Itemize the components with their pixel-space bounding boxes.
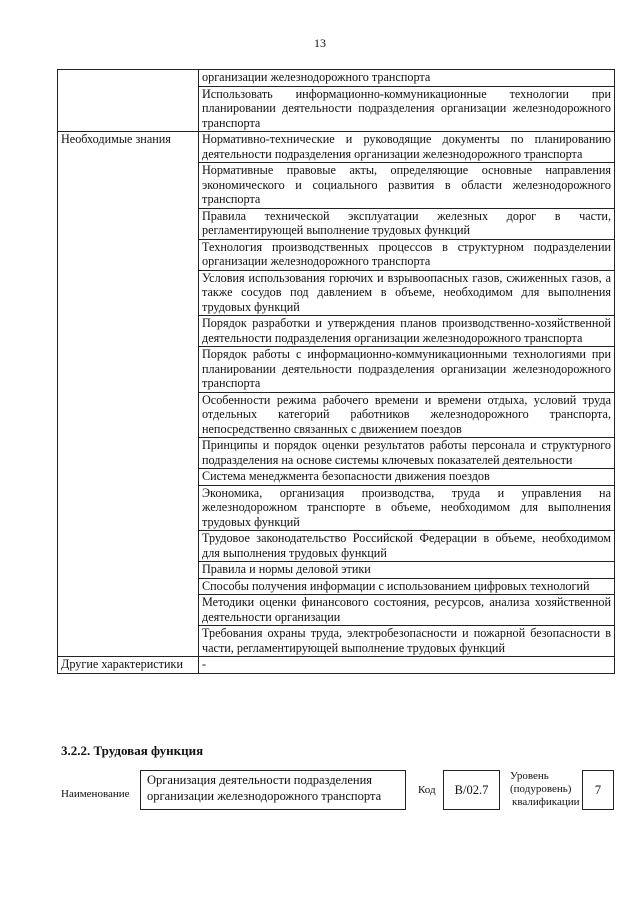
row-description: Использовать информационно-коммуникационные технологии при планировании деятельности подразделения организации железнодорожного транспорта xyxy=(199,86,615,132)
name-label: Наименование xyxy=(61,788,130,800)
row-description: Особенности режима рабочего времени и времени отдыха, условий труда отдельных категорий работников железнодорожного транспорта, непосредственно связанных с движением поездов xyxy=(199,392,615,438)
level-label xyxy=(510,770,580,809)
skills-table xyxy=(57,69,615,674)
table-row xyxy=(58,70,615,87)
row-description: Нормативные правовые акты, определяющие основные направления экономического и социального развития в области железнодорожного транспорта xyxy=(199,163,615,209)
row-description: Система менеджмента безопасности движения поездов xyxy=(199,469,615,486)
row-description: Методики оценки финансового состояния, ресурсов, анализа хозяйственной деятельности организации xyxy=(199,595,615,626)
row-group-label: Необходимые знания xyxy=(58,132,199,657)
row-description: Порядок разработки и утверждения планов производственно-хозяйственной деятельности подразделения организации железнодорожного транспорта xyxy=(199,316,615,347)
row-description: - xyxy=(199,657,615,674)
row-description: Правила технической эксплуатации железных дорог в части, регламентирующей выполнение трудовых функций xyxy=(199,208,615,239)
row-description: Экономика, организация производства, труда и управления на железнодорожном транспорте в объеме, необходимом для выполнения трудовых функций xyxy=(199,485,615,531)
level-value-box: 7 xyxy=(582,770,614,810)
level-label-line-1: Уровень xyxy=(510,770,549,782)
page-number: 13 xyxy=(314,36,326,50)
row-description: Технология производственных процессов в структурном подразделении организации железнодорожного транспорта xyxy=(199,239,615,270)
level-label-line-3: квалификации xyxy=(512,796,580,808)
row-group-label: Другие характеристики xyxy=(58,657,199,674)
table-row xyxy=(58,132,615,163)
code-label: Код xyxy=(418,784,436,796)
level-label-line-2: (подуровень) xyxy=(510,783,572,795)
row-description: Принципы и порядок оценки результатов работы персонала и структурного подразделения на основе системы ключевых показателей деятельности xyxy=(199,438,615,469)
row-description: Способы получения информации с использованием цифровых технологий xyxy=(199,578,615,595)
row-description: Нормативно-технические и руководящие документы по планированию деятельности подразделения организации железнодорожного транспорта xyxy=(199,132,615,163)
row-description: Порядок работы с информационно-коммуникационными технологиями при планировании деятельности подразделения организации железнодорожного транспорта xyxy=(199,347,615,393)
row-group-label xyxy=(58,70,199,132)
row-description: Трудовое законодательство Российской Федерации в объеме, необходимом для выполнения трудовых функций xyxy=(199,531,615,562)
row-description: Условия использования горючих и взрывоопасных газов, сжиженных газов, а также сосудов под давлением в объеме, необходимом для выполнения трудовых функций xyxy=(199,270,615,316)
row-description: Требования охраны труда, электробезопасности и пожарной безопасности в части, регламентирующей выполнение трудовых функций xyxy=(199,626,615,657)
section-title: 3.2.2. Трудовая функция xyxy=(61,743,204,758)
name-value-box: Организация деятельности подразделения организации железнодорожного транспорта xyxy=(140,770,406,810)
row-description: организации железнодорожного транспорта xyxy=(199,70,615,87)
code-value-box: B/02.7 xyxy=(443,770,500,810)
row-description: Правила и нормы деловой этики xyxy=(199,562,615,579)
table-row xyxy=(58,657,615,674)
skills-table-body xyxy=(58,70,615,674)
